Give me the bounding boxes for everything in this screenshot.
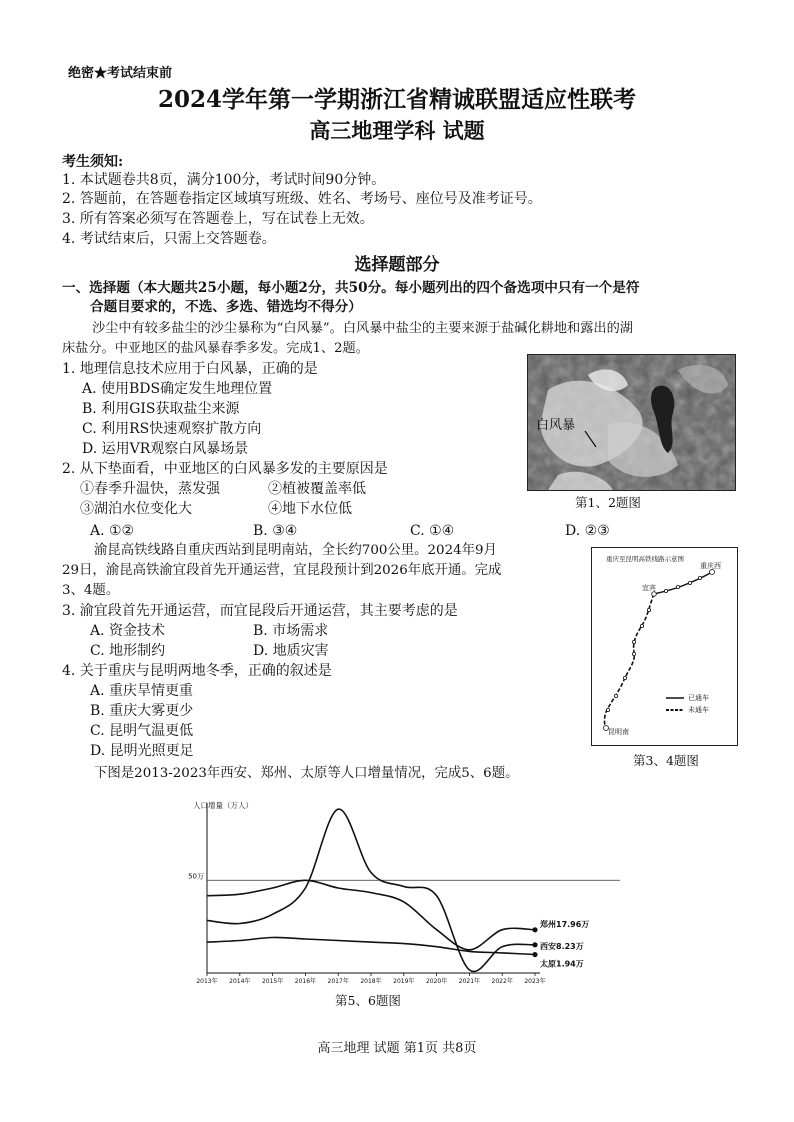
station-chongqing-west: 重庆西 — [700, 562, 721, 570]
q1-option-a: A. 使用BDS确定发生地理位置 — [82, 381, 273, 397]
q2-item-3: ③湖泊水位变化大 — [80, 501, 192, 517]
notice-item-2: 2. 答题前，在答题卷指定区域填写班级、姓名、考场号、座位号及准考证号。 — [62, 191, 542, 207]
series-end-label-西安: 西安8.23万 — [540, 941, 584, 951]
x-tick-label: 2023年 — [524, 978, 546, 985]
q2-option-c: C. ①④ — [410, 523, 455, 539]
q2-item-2: ②植被覆盖率低 — [268, 481, 366, 497]
q2-option-d: D. ②③ — [565, 523, 610, 539]
railway-route — [592, 548, 737, 745]
q2-stem: 2. 从下垫面看，中亚地区的白风暴多发的主要原因是 — [62, 461, 388, 477]
q4-option-b: B. 重庆大雾更少 — [90, 703, 194, 719]
q1-option-b: B. 利用GIS获取盐尘来源 — [82, 401, 240, 417]
x-tick-label: 2018年 — [360, 978, 382, 985]
q3-option-c: C. 地形制约 — [90, 643, 166, 659]
x-tick-label: 2020年 — [425, 978, 448, 985]
q2-item-4: ④地下水位低 — [268, 501, 352, 517]
station-yibin: 宜宾 — [642, 584, 656, 592]
q3-option-a: A. 资金技术 — [90, 623, 166, 639]
station-kunming-south: 昆明南 — [608, 728, 629, 736]
q3-stem: 3. 渝宜段首先开通运营，而宜昆段后开通运营，其主要考虑的是 — [62, 603, 458, 619]
legend-open-label: 已通车 — [688, 694, 709, 702]
passage3: 下图是2013-2023年西安、郑州、太原等人口增量情况，完成5、6题。 — [94, 766, 519, 781]
q2-option-a: A. ①② — [90, 523, 135, 539]
x-tick-label: 2014年 — [229, 978, 251, 985]
x-tick-label: 2021年 — [458, 978, 481, 985]
q1-option-d: D. 运用VR观察白风暴场景 — [82, 441, 249, 457]
confidential-mark: 绝密★考试结束前 — [68, 66, 173, 81]
notice-item-4: 4. 考试结束后，只需上交答题卷。 — [62, 231, 276, 247]
map-title: 重庆至昆明高铁线路示意图 — [606, 555, 684, 563]
fig12-caption: 第1、2题图 — [575, 495, 641, 510]
passage1-line1: 沙尘中有较多盐尘的沙尘暴称为“白风暴”。白风暴中盐尘的主要来源于盐碱化耕地和露出的湖 — [92, 321, 633, 336]
series-end-label-太原: 太原1.94万 — [540, 959, 584, 969]
series-end-marker-西安 — [532, 942, 537, 947]
exam-subtitle: 高三地理学科 试题 — [309, 118, 485, 143]
x-tick-label: 2022年 — [491, 978, 513, 985]
fig34-caption: 第3、4题图 — [633, 753, 699, 768]
x-tick-label: 2019年 — [393, 978, 415, 985]
page-footer: 高三地理 试题 第1页 共8页 — [317, 1041, 477, 1056]
white-storm-satellite-image — [527, 354, 736, 491]
section-instructions-line1: 一、选择题（本大题共25小题，每小题2分，共50分。每小题列出的四个备选项中只有一个是符 — [62, 280, 640, 296]
y-axis-label: 人口增量（万人） — [193, 801, 253, 810]
x-tick-label: 2013年 — [196, 978, 218, 985]
q3-option-d: D. 地质灾害 — [253, 643, 329, 659]
exam-title: 2024学年第一学期浙江省精诚联盟适应性联考 — [157, 86, 636, 113]
white-storm-label: 白风暴 — [536, 418, 576, 433]
railway-map — [591, 547, 738, 746]
section-title: 选择题部分 — [354, 255, 440, 275]
notice-item-1: 1. 本试题卷共8页，满分100分，考试时间90分钟。 — [62, 172, 386, 188]
q1-stem: 1. 地理信息技术应用于白风暴，正确的是 — [62, 361, 318, 377]
series-end-label-郑州: 郑州17.96万 — [540, 919, 590, 929]
series-end-marker-郑州 — [532, 927, 537, 932]
notice-item-3: 3. 所有答案必须写在答题卷上，写在试卷上无效。 — [62, 211, 374, 227]
passage2-line2: 29日，渝昆高铁渝宜段首先开通运营，宜昆段预计到2026年底开通。完成 — [62, 563, 502, 578]
q1-option-c: C. 利用RS快速观察扩散方向 — [82, 421, 262, 437]
series-end-marker-太原 — [532, 952, 537, 957]
q4-option-c: C. 昆明气温更低 — [90, 723, 194, 739]
q2-option-b: B. ③④ — [253, 523, 298, 539]
passage1-line2: 床盐分。中亚地区的盐风暴春季多发。完成1、2题。 — [62, 341, 369, 356]
reference-line-label: 50万 — [188, 872, 204, 881]
q4-stem: 4. 关于重庆与昆明两地冬季，正确的叙述是 — [62, 663, 332, 679]
x-tick-label: 2015年 — [261, 978, 284, 985]
q4-option-d: D. 昆明光照更足 — [90, 743, 194, 759]
q4-option-a: A. 重庆旱情更重 — [90, 683, 194, 699]
passage2-line3: 3、4题。 — [62, 583, 120, 598]
passage2-line1: 渝昆高铁线路自重庆西站到昆明南站，全长约700公里。2024年9月 — [94, 543, 497, 558]
series-line-西安 — [207, 809, 535, 971]
fig56-caption: 第5、6题图 — [335, 993, 401, 1008]
notice-heading: 考生须知: — [62, 154, 124, 170]
legend-unopen-label: 未通车 — [688, 706, 709, 714]
section-instructions-line2: 合题目要求的，不选、多选、错选均不得分） — [90, 299, 362, 315]
x-tick-label: 2017年 — [327, 978, 349, 985]
population-chart — [180, 795, 620, 985]
q2-item-1: ①春季升温快，蒸发强 — [80, 481, 220, 497]
q3-option-b: B. 市场需求 — [253, 623, 329, 639]
x-tick-label: 2016年 — [294, 978, 317, 985]
